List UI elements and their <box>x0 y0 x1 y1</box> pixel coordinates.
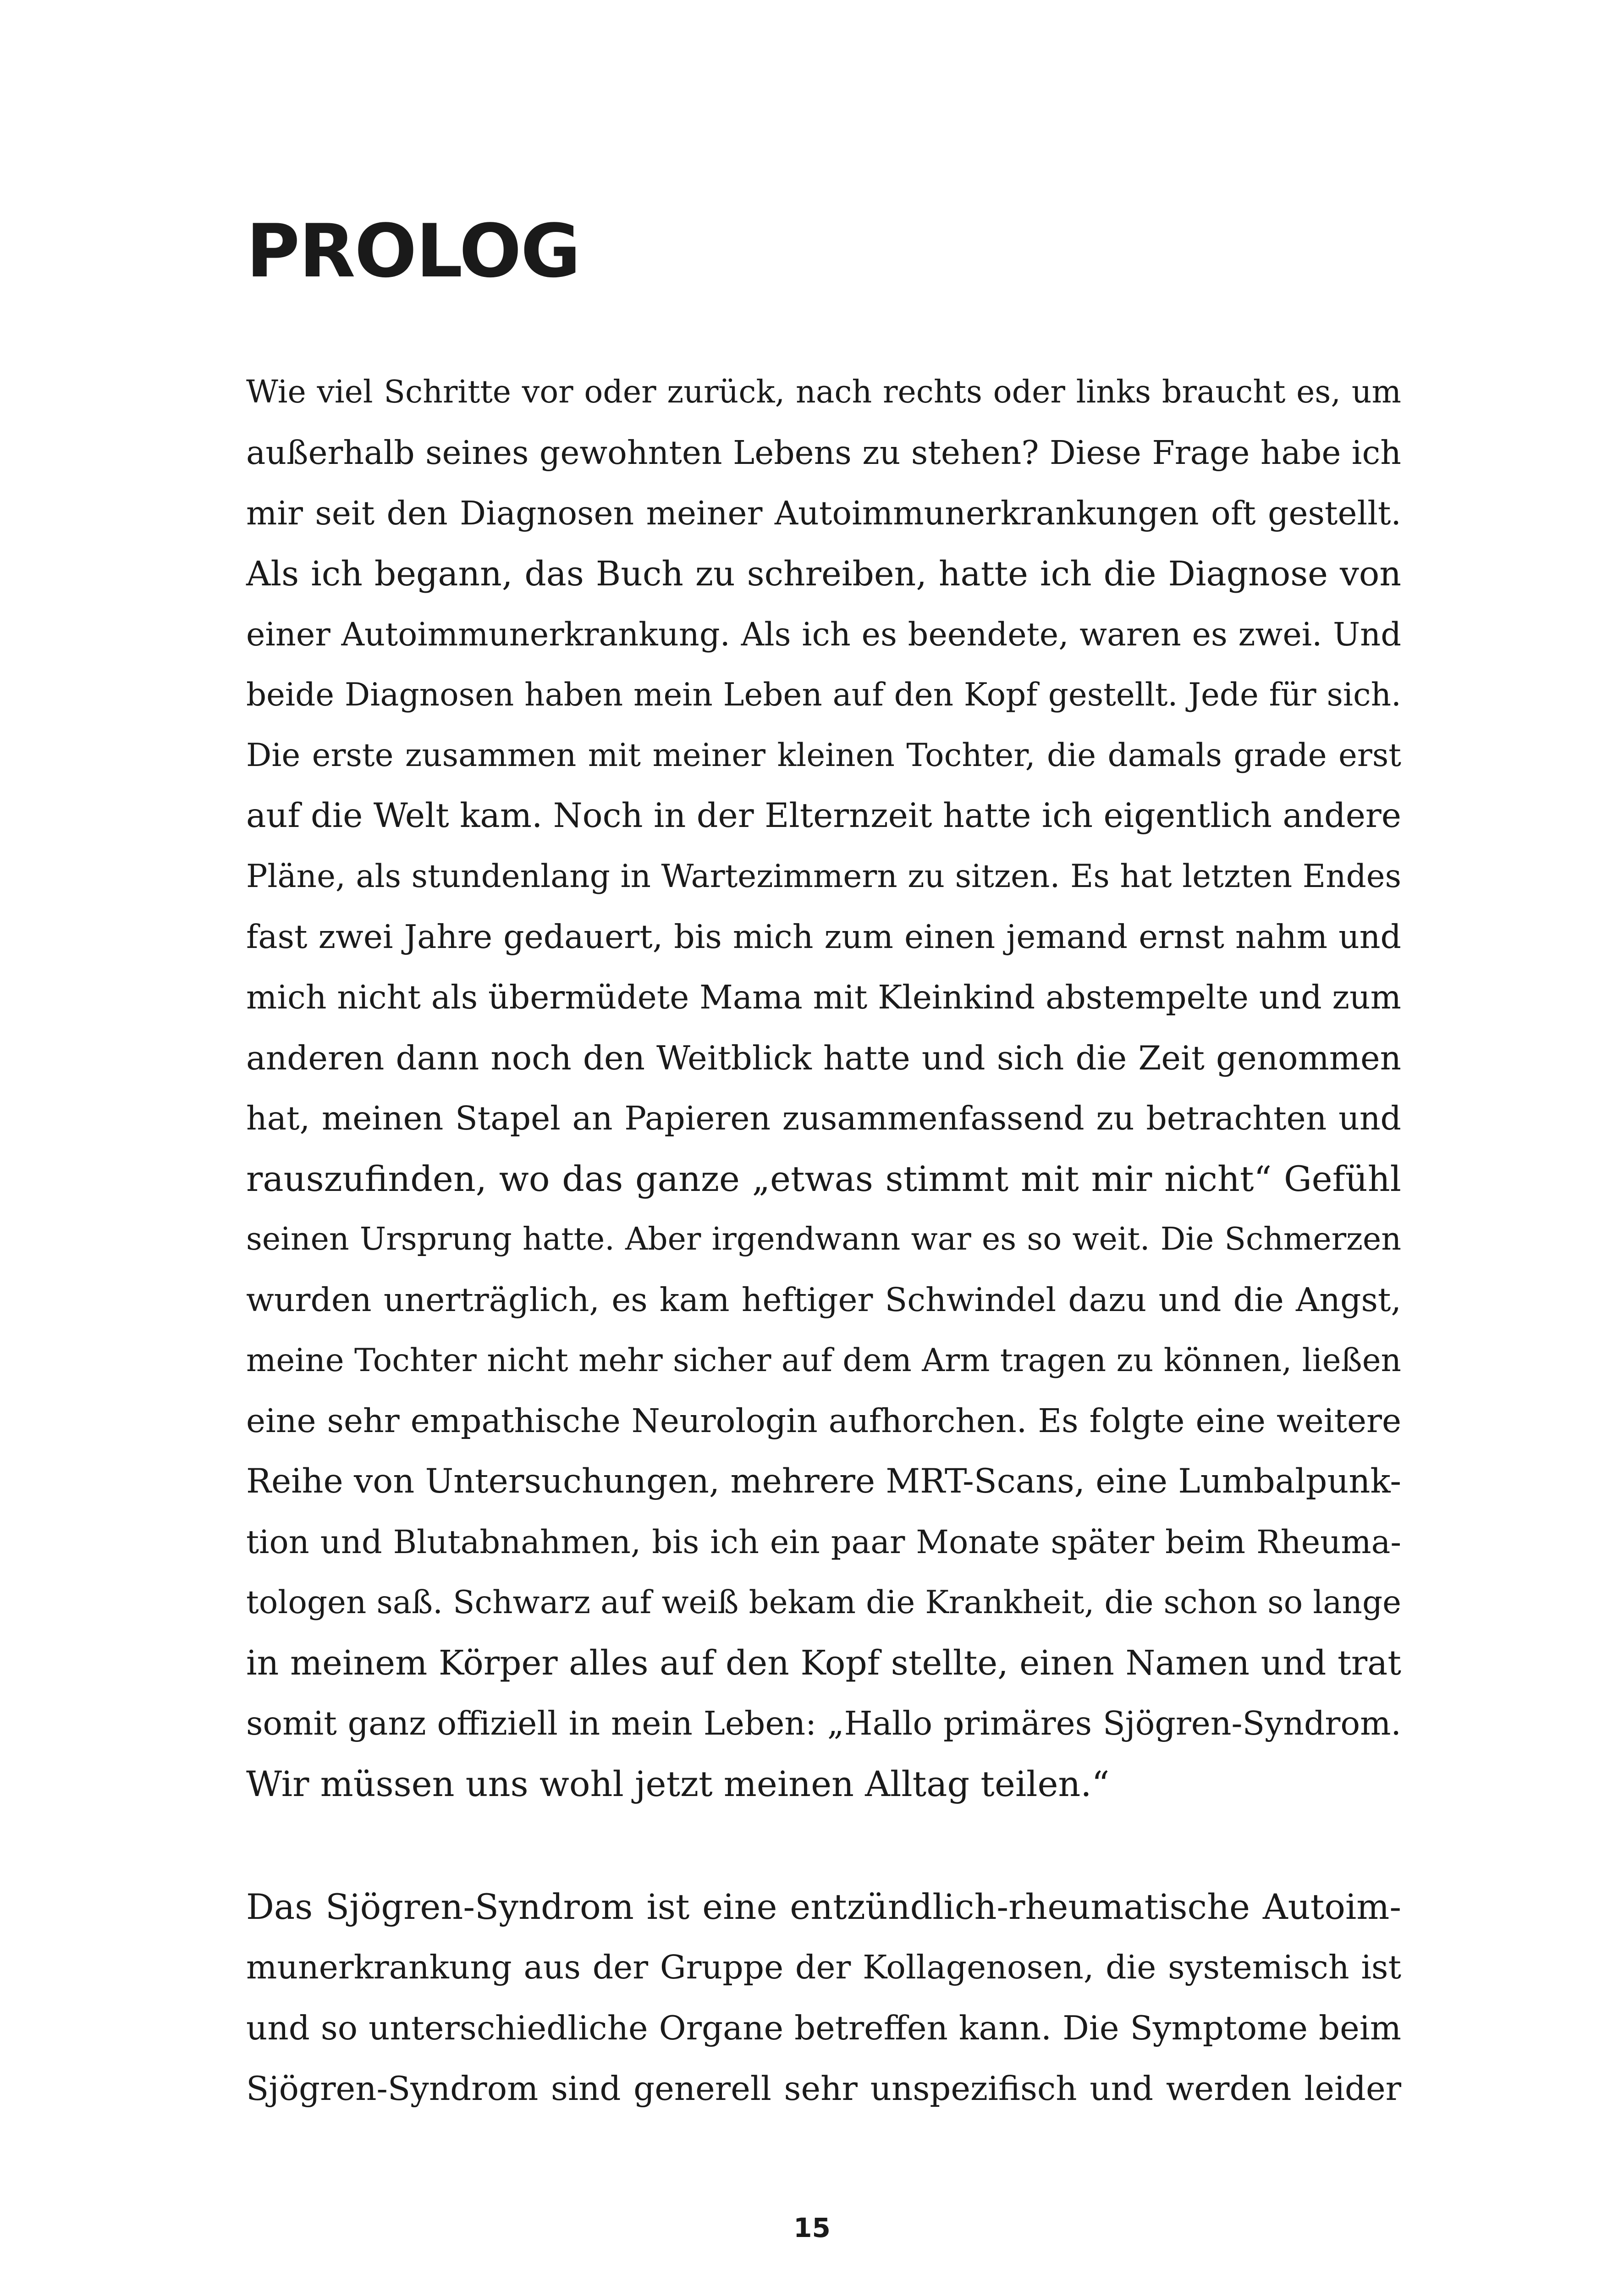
text-line: außerhalb seines gewohnten Lebens zu stehen? Diese Frage habe ich <box>246 434 1401 472</box>
text-line: Pläne, als stundenlang in Wartezimmern zu sitzen. Es hat letzten Endes <box>246 858 1401 895</box>
text-line: Reihe von Untersuchungen, mehrere MRT-Scans, eine Lumbalpunk- <box>246 1462 1401 1501</box>
text-line: seinen Ursprung hatte. Aber irgendwann war es so weit. Die Schmerzen <box>246 1221 1401 1257</box>
text-line: mich nicht als übermüdete Mama mit Kleinkind abstempelte und zum <box>246 978 1401 1016</box>
text-line: wurden unerträglich, es kam heftiger Schwindel dazu und die Angst, <box>246 1281 1401 1319</box>
page-number: 15 <box>793 2212 831 2243</box>
text-line: hat, meinen Stapel an Papieren zusammenfassend zu betrachten und <box>246 1099 1401 1137</box>
paragraph-2 <box>246 1877 1401 2119</box>
text-line: tologen saß. Schwarz auf weiß bekam die Krankheit, die schon so lange <box>246 1584 1401 1621</box>
text-line: Das Sjögren-Syndrom ist eine entzündlich-rheumatische Autoim- <box>246 1886 1401 1927</box>
text-line: eine sehr empathische Neurologin aufhorchen. Es folgte eine weitere <box>246 1402 1401 1440</box>
text-line: munerkrankung aus der Gruppe der Kollagenosen, die systemisch ist <box>246 1948 1401 1986</box>
text-line: Wir müssen uns wohl jetzt meinen Alltag teilen.“ <box>246 1763 1110 1804</box>
text-line: Die erste zusammen mit meiner kleinen Tochter, die damals grade erst <box>246 737 1401 774</box>
text-line: rauszufinden, wo das ganze „etwas stimmt mit mir nicht“ Gefühl <box>246 1158 1401 1199</box>
text-line: in meinem Körper alles auf den Kopf stellte, einen Namen und trat <box>246 1643 1401 1683</box>
paragraph-1 <box>246 362 1401 1814</box>
text-line: beide Diagnosen haben mein Leben auf den Kopf gestellt. Jede für sich. <box>246 677 1401 713</box>
text-line: Sjögren-Syndrom sind generell sehr unspezifisch und werden leider <box>246 2069 1401 2108</box>
text-line: meine Tochter nicht mehr sicher auf dem Arm tragen zu können, ließen <box>246 1342 1401 1379</box>
text-line: tion und Blutabnahmen, bis ich ein paar Monate später beim Rheuma- <box>246 1523 1401 1561</box>
text-line: anderen dann noch den Weitblick hatte und sich die Zeit genommen <box>246 1039 1401 1077</box>
chapter-title: PROLOG <box>246 208 580 294</box>
text-line: und so unterschiedliche Organe betreffen kann. Die Symptome beim <box>246 2009 1401 2047</box>
text-line: mir seit den Diagnosen meiner Autoimmunerkrankungen oft gestellt. <box>246 494 1401 532</box>
text-line: fast zwei Jahre gedauert, bis mich zum einen jemand ernst nahm und <box>246 918 1401 956</box>
text-line: somit ganz offiziell in mein Leben: „Hallo primäres Sjögren-Syndrom. <box>246 1704 1401 1742</box>
text-line: Als ich begann, das Buch zu schreiben, hatte ich die Diagnose von <box>246 554 1401 594</box>
text-line: einer Autoimmunerkrankung. Als ich es beendete, waren es zwei. Und <box>246 616 1401 653</box>
text-line: Wie viel Schritte vor oder zurück, nach rechts oder links braucht es, um <box>246 374 1401 410</box>
text-line: auf die Welt kam. Noch in der Elternzeit hatte ich eigentlich andere <box>246 796 1401 835</box>
